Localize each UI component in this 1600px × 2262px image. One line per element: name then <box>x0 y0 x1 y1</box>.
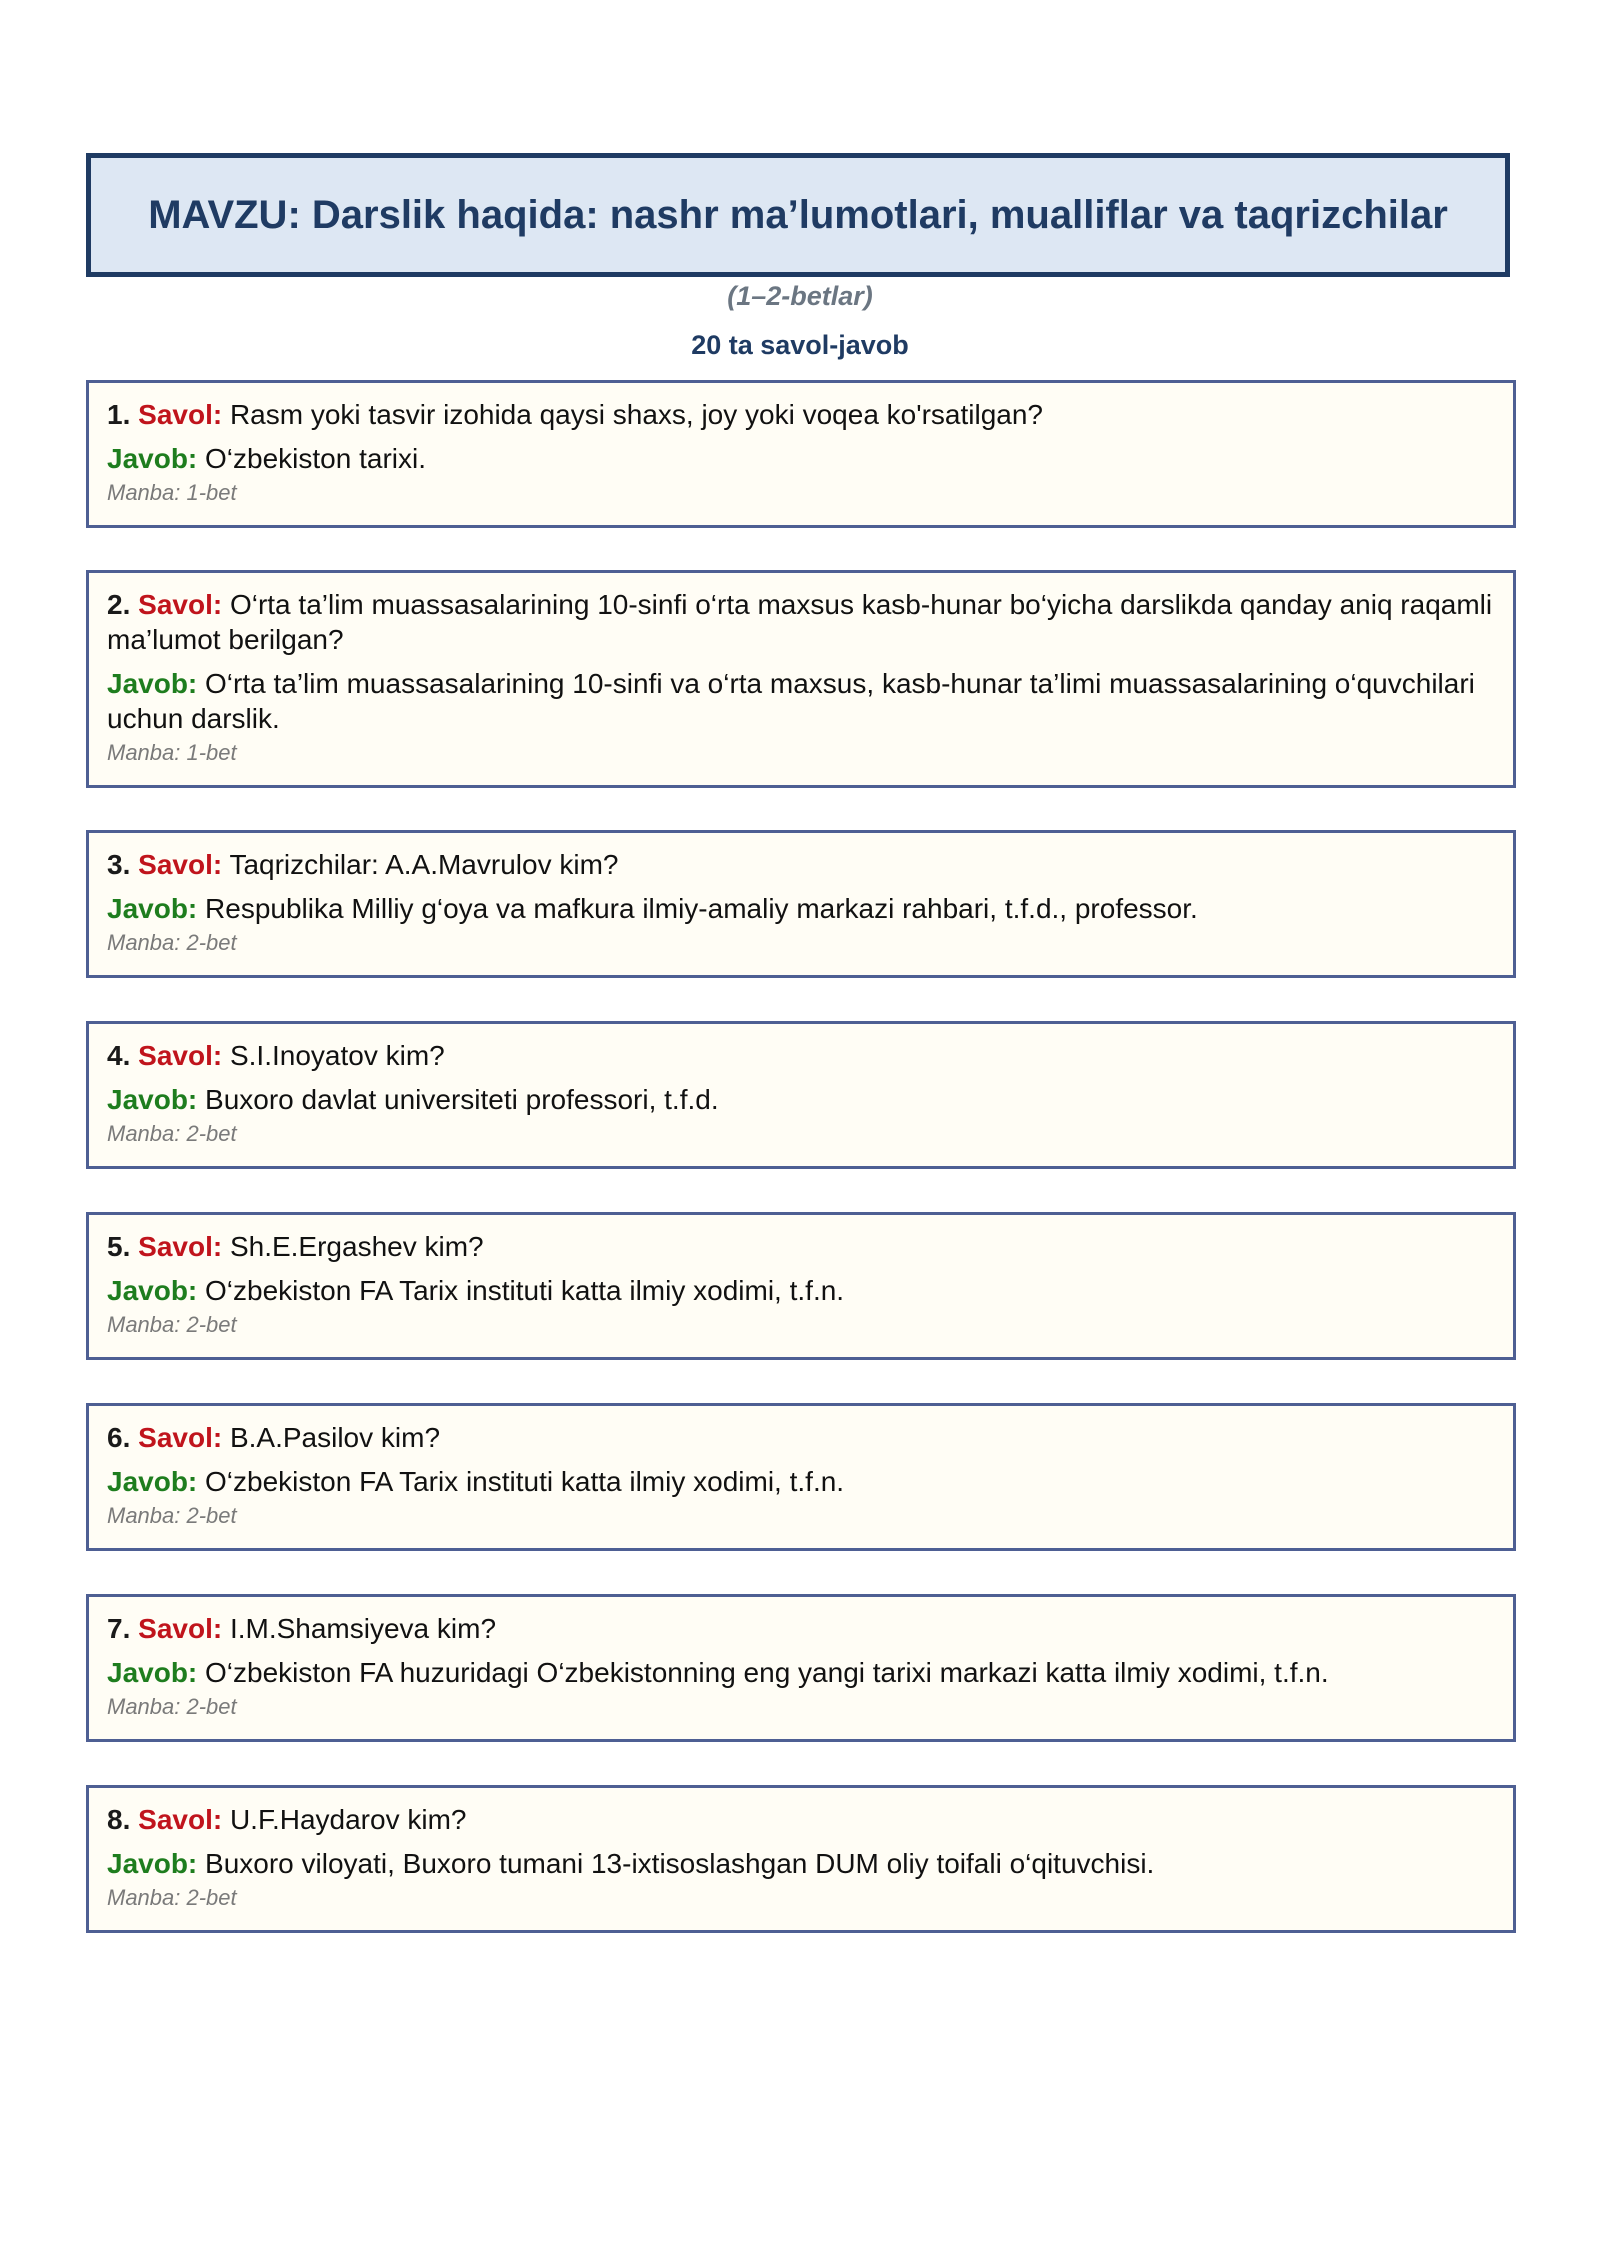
question-label: Savol: <box>138 589 223 620</box>
topic-title-box <box>86 153 1510 277</box>
question-number: 7. <box>107 1613 131 1644</box>
question-label: Savol: <box>138 1422 223 1453</box>
answer-line <box>107 1082 1495 1117</box>
answer-text: Buxoro davlat universiteti professori, t.f.d. <box>205 1084 719 1115</box>
source-reference: Manba: 1-bet <box>107 480 237 505</box>
question-number: 2. <box>107 589 131 620</box>
question-line <box>107 1038 1495 1073</box>
source-reference: Manba: 2-bet <box>107 930 237 955</box>
answer-line <box>107 891 1495 926</box>
answer-label: Javob: <box>107 443 198 474</box>
source-reference: Manba: 2-bet <box>107 1885 237 1910</box>
question-number: 8. <box>107 1804 131 1835</box>
qa-card <box>86 1403 1516 1551</box>
question-label: Savol: <box>138 849 223 880</box>
answer-label: Javob: <box>107 1084 198 1115</box>
question-text: B.A.Pasilov kim? <box>229 1422 441 1453</box>
source-reference: Manba: 2-bet <box>107 1121 237 1146</box>
question-label: Savol: <box>138 1613 223 1644</box>
source-reference: Manba: 1-bet <box>107 740 237 765</box>
question-text: U.F.Haydarov kim? <box>229 1804 467 1835</box>
qa-card <box>86 1785 1516 1933</box>
answer-line <box>107 1846 1495 1881</box>
source-reference: Manba: 2-bet <box>107 1312 237 1337</box>
question-line <box>107 1802 1495 1837</box>
answer-label: Javob: <box>107 1657 198 1688</box>
question-label: Savol: <box>138 1040 223 1071</box>
answer-text: Respublika Milliy g‘oya va mafkura ilmiy-amaliy markazi rahbari, t.f.d., professor. <box>205 893 1198 924</box>
question-line <box>107 397 1495 432</box>
answer-text: O‘rta ta’lim muassasalarining 10-sinfi va o‘rta maxsus, kasb-hunar ta’limi muassasalarining o‘quvchilari uchun darslik. <box>107 668 1475 734</box>
answer-label: Javob: <box>107 668 198 699</box>
question-label: Savol: <box>138 1804 223 1835</box>
question-text: I.M.Shamsiyeva kim? <box>229 1613 497 1644</box>
answer-line <box>107 441 1495 476</box>
source-reference: Manba: 2-bet <box>107 1694 237 1719</box>
qa-card <box>86 380 1516 528</box>
question-number: 1. <box>107 399 131 430</box>
answer-text: O‘zbekiston FA Tarix instituti katta ilmiy xodimi, t.f.n. <box>205 1275 845 1306</box>
qa-card <box>86 1212 1516 1360</box>
answer-line <box>107 1464 1495 1499</box>
question-count-note: 20 ta savol-javob <box>691 330 909 360</box>
question-line <box>107 1420 1495 1455</box>
question-number: 4. <box>107 1040 131 1071</box>
answer-text: O‘zbekiston FA huzuridagi O‘zbekistonning eng yangi tarixi markazi katta ilmiy xodimi, t.f.n. <box>205 1657 1329 1688</box>
answer-line <box>107 1655 1495 1690</box>
answer-text: O‘zbekiston FA Tarix instituti katta ilmiy xodimi, t.f.n. <box>205 1466 845 1497</box>
qa-card <box>86 830 1516 978</box>
answer-line <box>107 1273 1495 1308</box>
answer-text: Buxoro viloyati, Buxoro tumani 13-ixtisoslashgan DUM oliy toifali o‘qituvchisi. <box>205 1848 1155 1879</box>
question-number: 3. <box>107 849 131 880</box>
answer-label: Javob: <box>107 1848 198 1879</box>
question-line <box>107 1611 1495 1646</box>
answer-label: Javob: <box>107 1466 198 1497</box>
question-text: Taqrizchilar: A.A.Mavrulov kim? <box>229 849 619 880</box>
question-label: Savol: <box>138 1231 223 1262</box>
question-number: 5. <box>107 1231 131 1262</box>
page-title: MAVZU: Darslik haqida: nashr ma’lumotlari, mualliflar va taqrizchilar <box>148 192 1448 237</box>
question-label: Savol: <box>138 399 223 430</box>
answer-line <box>107 666 1495 736</box>
answer-label: Javob: <box>107 893 198 924</box>
qa-card <box>86 1594 1516 1742</box>
answer-label: Javob: <box>107 1275 198 1306</box>
question-number: 6. <box>107 1422 131 1453</box>
source-reference: Manba: 2-bet <box>107 1503 237 1528</box>
question-line <box>107 1229 1495 1264</box>
question-line <box>107 847 1495 882</box>
question-text: O‘rta ta’lim muassasalarining 10-sinfi o‘rta maxsus kasb-hunar bo‘yicha darslikda qanday aniq raqamli ma’lumot berilgan? <box>107 589 1493 655</box>
answer-text: O‘zbekiston tarixi. <box>205 443 426 474</box>
question-text: S.I.Inoyatov kim? <box>229 1040 445 1071</box>
question-line <box>107 587 1495 657</box>
question-text: Sh.E.Ergashev kim? <box>229 1231 484 1262</box>
page-range-note: (1–2-betlar) <box>727 281 873 311</box>
qa-card <box>86 1021 1516 1169</box>
question-text: Rasm yoki tasvir izohida qaysi shaxs, joy yoki voqea ko'rsatilgan? <box>229 399 1043 430</box>
qa-card <box>86 570 1516 788</box>
